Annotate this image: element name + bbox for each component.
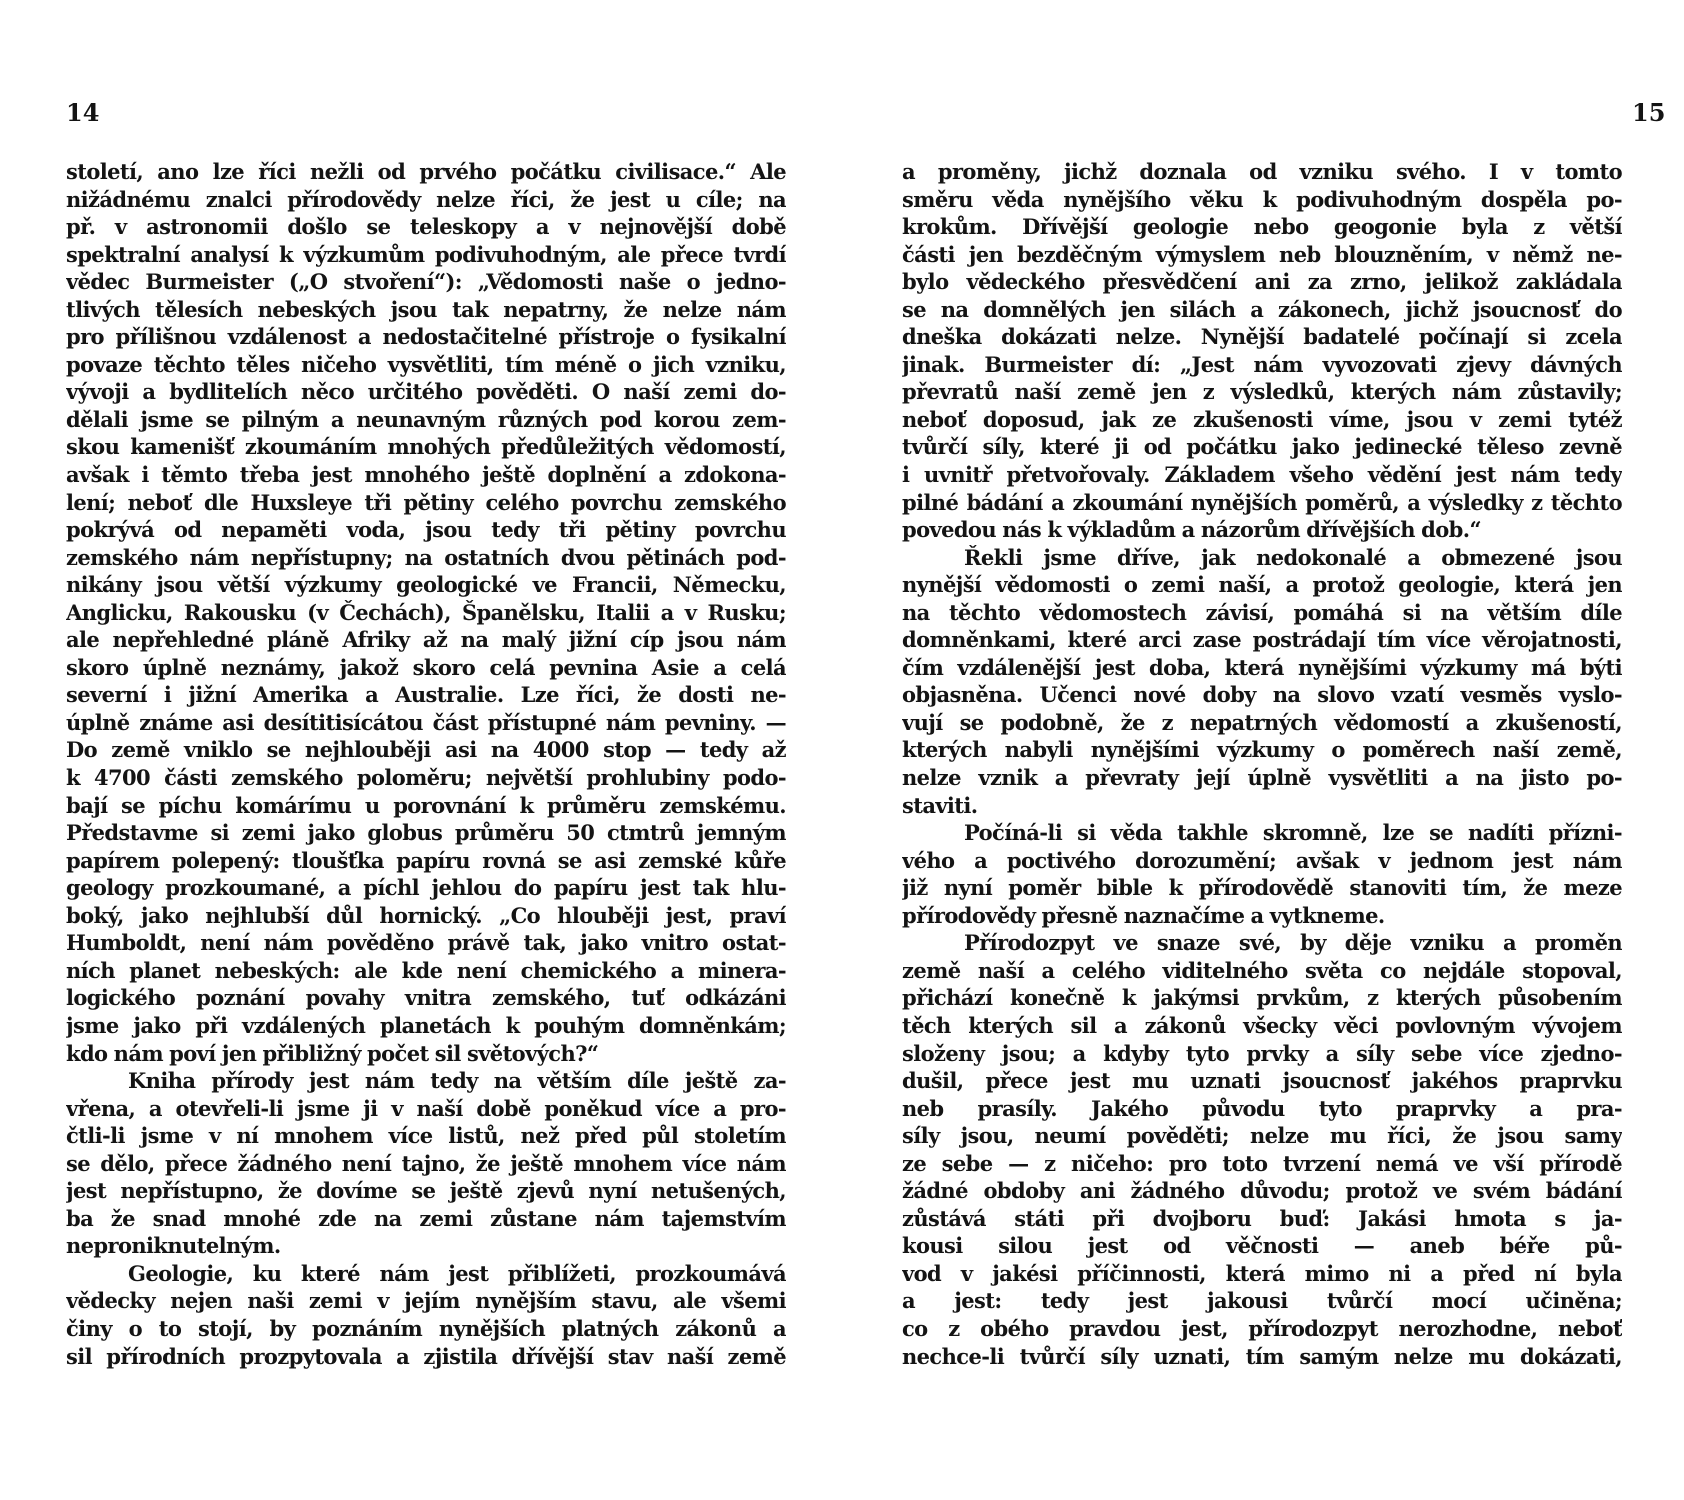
text-line: povaze těchto těles ničeho vysvětliti, tím méně o jich vzniku,	[66, 351, 786, 377]
text-line: povedou nás k výkladům a názorům dřívějších dob.“	[902, 517, 1481, 543]
text-line: neboť doposud, jak ze zkušenosti víme, jsou v zemi tytéž	[902, 406, 1622, 432]
text-line: pilné bádání a zkoumání nynějších poměrů, a výsledky z těchto	[902, 489, 1622, 515]
text-line: převratů naší země jen z výsledků, kterých nám zůstavily;	[902, 379, 1622, 405]
text-line: ních planet nebeských: ale kde není chemického a minera-	[66, 957, 786, 983]
text-line: nelze vznik a převraty její úplně vysvětliti a na jisto po-	[902, 765, 1622, 791]
text-line: jinak. Burmeister dí: „Jest nám vyvozovati zjevy dávných	[902, 351, 1622, 377]
text-line: Anglicku, Rakousku (v Čechách), Španělsku, Italii a v Rusku;	[66, 599, 786, 625]
text-line: zůstává státi při dvojboru buď: Jakási hmota s ja-	[902, 1205, 1622, 1231]
text-line: skou kamenišť zkoumáním mnohých předůležitých vědomostí,	[66, 434, 786, 460]
text-line: ale nepřehledné pláně Afriky až na malý jižní cíp jsou nám	[66, 627, 786, 653]
text-line: nynější vědomosti o zemi naší, a protož geologie, která jen	[902, 572, 1622, 598]
text-line: jest nepřístupno, že dovíme se ještě zjevů nyní netušených,	[66, 1178, 786, 1204]
text-line: geology prozkoumané, a píchl jehlou do papíru jest tak hlu-	[66, 875, 786, 901]
text-line: lení; neboť dle Huxsleye tři pětiny celého povrchu zemského	[66, 489, 786, 515]
text-line: Řekli jsme dříve, jak nedokonalé a obmezené jsou	[964, 544, 1622, 570]
text-line: Do země vniklo se nejhlouběji asi na 4000 stop — tedy až	[66, 737, 786, 763]
text-line: Geologie, ku které nám jest přiblížeti, prozkoumává	[128, 1260, 786, 1286]
text-line: ba že snad mnohé zde na zemi zůstane nám tajemstvím	[66, 1205, 786, 1231]
text-line: bají se píchu komárímu u porovnání k průměru zemskému.	[66, 792, 786, 818]
text-line: nechce-li tvůrčí síly uznati, tím samým nelze mu dokázati,	[902, 1343, 1622, 1369]
text-line: vého a poctivého dorozumění; avšak v jednom jest nám	[902, 847, 1622, 873]
text-line: Kniha přírody jest nám tedy na větším díle ještě za-	[128, 1068, 786, 1094]
text-line: zemského nám nepřístupny; na ostatních dvou pětinách pod-	[66, 544, 786, 570]
text-line: síly jsou, neumí pověděti; nelze mu říci, že jsou samy	[902, 1123, 1622, 1149]
text-line: směru věda nynějšího věku k podivuhodným dospěla po-	[902, 186, 1622, 212]
text-line: vřena, a otevřeli-li jsme ji v naší době poněkud více a pro-	[66, 1095, 786, 1121]
text-line: země naší a celého viditelného světa co nejdále stopoval,	[902, 957, 1622, 983]
text-line: k 4700 části zemského poloměru; největší prohlubiny podo-	[66, 765, 786, 791]
text-line: staviti.	[902, 792, 978, 818]
page-number: 14	[66, 98, 100, 127]
text-line: století, ano lze říci nežli od prvého počátku civilisace.“ Ale	[66, 159, 786, 184]
text-line: bylo vědeckého přesvědčení ani za zrno, jelikož zakládala	[902, 269, 1622, 295]
text-line: vědec Burmeister („O stvoření“): „Vědomosti naše o jedno-	[66, 269, 786, 295]
text-line: neproniknutelným.	[66, 1233, 281, 1259]
text-line: čtli-li jsme v ní mnohem více listů, než před půl stoletím	[66, 1123, 786, 1149]
right-page	[842, 0, 1684, 1500]
text-line: přírodovědy přesně naznačíme a vytkneme.	[902, 902, 1385, 928]
text-line: části jen bezděčným výmyslem neb blouzněním, v němž ne-	[902, 241, 1622, 267]
text-line: nikány jsou větší výzkumy geologické ve Francii, Německu,	[66, 572, 786, 598]
text-line: Humboldt, není nám pověděno právě tak, jako vnitro ostat-	[66, 930, 786, 956]
text-line: sil přírodních prozpytovala a zjistila dřívější stav naší země	[66, 1343, 786, 1369]
text-line: boký, jako nejhlubší důl hornický. „Co hlouběji jest, praví	[66, 902, 786, 928]
page-text-block	[66, 158, 786, 1370]
text-line: činy o to stojí, by poznáním nynějších platných zákonů a	[66, 1315, 786, 1341]
text-line: domněnkami, které arci zase postrádají tím více věrojatnosti,	[902, 627, 1622, 653]
text-line: krokům. Dřívější geologie nebo geogonie byla z větší	[902, 214, 1622, 240]
page-number: 15	[1632, 98, 1666, 127]
text-line: pro přílišnou vzdálenost a nedostačitelné přístroje o fysikalní	[66, 324, 786, 350]
text-line: žádné obdoby ani žádného důvodu; protož ve svém bádání	[902, 1178, 1622, 1204]
text-line: Počíná-li si věda takhle skromně, lze se nadíti přízni-	[964, 820, 1622, 846]
text-line: objasněna. Učenci nové doby na slovo vzatí vesměs vyslo-	[902, 682, 1622, 708]
text-line: avšak i těmto třeba jest mnohého ještě doplnění a zdokona-	[66, 462, 786, 488]
text-line: vědecky nejen naši zemi v jejím nynějším stavu, ale všemi	[66, 1288, 786, 1314]
text-line: Přírodozpyt ve snaze své, by děje vzniku a proměn	[964, 930, 1622, 956]
text-line: spektralní analysí k výzkumům podivuhodným, ale přece tvrdí	[66, 241, 786, 267]
text-line: se na domnělých jen silách a zákonech, jichž jsoucnosť do	[902, 296, 1622, 322]
text-line: a proměny, jichž doznala od vzniku svého. I v tomto	[902, 159, 1622, 184]
text-line: papírem polepený: tloušťka papíru rovná se asi zemské kůře	[66, 847, 786, 873]
text-line: ze sebe — z ničeho: pro toto tvrzení nemá ve vší přírodě	[902, 1150, 1622, 1176]
text-line: již nyní poměr bible k přírodovědě stanoviti tím, že meze	[902, 875, 1622, 901]
text-line: kdo nám poví jen přibližný počet sil světových?“	[66, 1040, 599, 1066]
text-line: dušil, přece jest mu uznati jsoucnosť jakéhos praprvku	[902, 1068, 1622, 1094]
text-line: tlivých tělesích nebeských jsou tak nepatrny, že nelze nám	[66, 296, 786, 322]
text-line: tvůrčí síly, které ji od počátku jako jedinecké těleso zevně	[902, 434, 1622, 460]
text-line: se dělo, přece žádného není tajno, že ještě mnohem více nám	[66, 1150, 786, 1176]
text-line: kterých nabyli nynějšími výzkumy o poměrech naší země,	[902, 737, 1622, 763]
text-line: vod v jakési příčinnosti, která mimo ni a před ní byla	[902, 1260, 1622, 1286]
text-line: vují se podobně, že z nepatrných vědomostí a zkušeností,	[902, 709, 1622, 735]
text-line: skoro úplně neznámy, jakož skoro celá pevnina Asie a celá	[66, 654, 786, 680]
text-line: těch kterých sil a zákonů všecky věci povlovným vývojem	[902, 1012, 1622, 1038]
text-line: dneška dokázati nelze. Nynější badatelé počínají si zcela	[902, 324, 1622, 350]
text-line: nižádnému znalci přírodovědy nelze říci, že jest u cíle; na	[66, 186, 786, 212]
text-line: jsme jako při vzdálených planetách k pouhým domněnkám;	[66, 1012, 786, 1038]
text-line: složeny jsou; a kdyby tyto prvky a síly sebe více zjedno-	[902, 1040, 1622, 1066]
text-line: kousi silou jest od věčnosti — aneb béře pů-	[902, 1233, 1622, 1259]
text-line: úplně známe asi desítitisícátou část přístupné nám pevniny. —	[66, 709, 786, 735]
text-line: na těchto vědomostech závisí, pomáhá si na větším díle	[902, 599, 1622, 625]
text-line: čím vzdálenější jest doba, která nynějšími výzkumy má býti	[902, 654, 1622, 680]
text-line: co z obého pravdou jest, přírodozpyt nerozhodne, neboť	[902, 1315, 1622, 1341]
text-line: př. v astronomii došlo se teleskopy a v nejnovější době	[66, 214, 786, 240]
text-line: neb prasíly. Jakého původu tyto praprvky a pra-	[902, 1095, 1622, 1121]
text-line: i uvnitř přetvořovaly. Základem všeho vědění jest nám tedy	[902, 462, 1622, 488]
text-line: pokrývá od nepaměti voda, jsou tedy tři pětiny povrchu	[66, 517, 786, 543]
page-text-block	[902, 158, 1622, 1370]
text-line: dělali jsme se pilným a neunavným různých pod korou zem-	[66, 406, 786, 432]
text-line: přichází konečně k jakýmsi prvkům, z kterých působením	[902, 985, 1622, 1011]
text-line: vývoji a bydlitelích něco určitého pověděti. O naší zemi do-	[66, 379, 786, 405]
text-line: Představme si zemi jako globus průměru 50 ctmtrů jemným	[66, 820, 786, 846]
text-line: severní i jižní Amerika a Australie. Lze říci, že dosti ne-	[66, 682, 786, 708]
text-line: a jest: tedy jest jakousi tvůrčí mocí učiněna;	[902, 1288, 1622, 1314]
text-line: logického poznání povahy vnitra zemského, tuť odkázáni	[66, 985, 786, 1011]
